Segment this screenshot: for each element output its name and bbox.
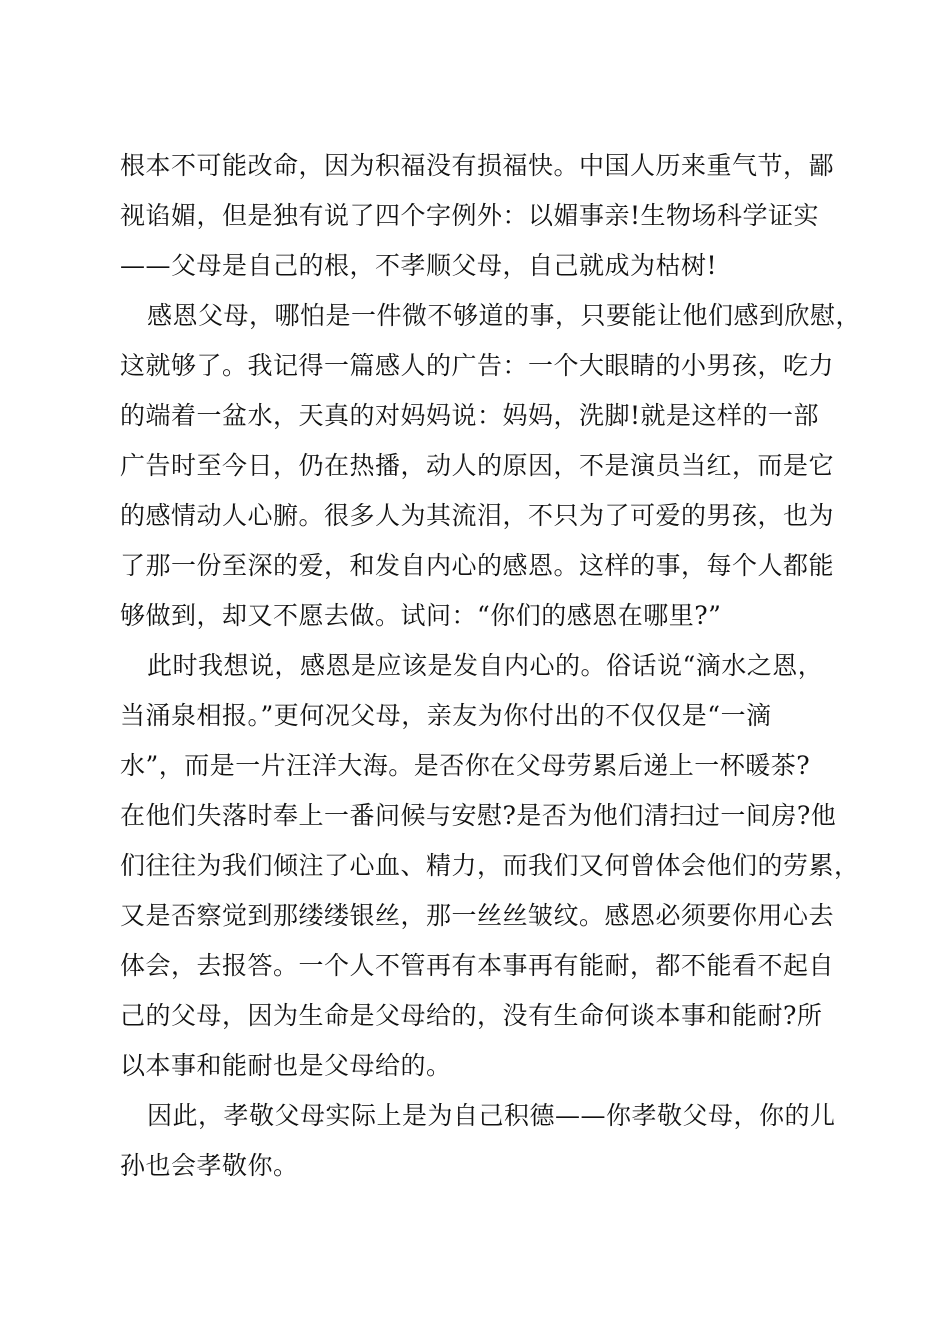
- text-line: 们往往为我们倾注了心血、精力，而我们又何曾体会他们的劳累，: [120, 851, 860, 880]
- text-line: 己的父母，因为生命是父母给的，没有生命何谈本事和能耐?所: [120, 1001, 823, 1030]
- text-line: 以本事和能耐也是父母给的。: [120, 1051, 452, 1080]
- text-line: 了那一份至深的爱，和发自内心的感恩。这样的事，每个人都能: [120, 551, 835, 580]
- text-line: 又是否察觉到那缕缕银丝，那一丝丝皱纹。感恩必须要你用心去: [120, 901, 835, 930]
- text-line: 这就够了。我记得一篇感人的广告：一个大眼睛的小男孩，吃力: [120, 351, 835, 380]
- text-line: 孙也会孝敬你。: [120, 1151, 299, 1180]
- paragraph-3: [120, 641, 860, 1091]
- text-line: 的感情动人心腑。很多人为其流泪，不只为了可爱的男孩，也为: [120, 501, 835, 530]
- paragraph-1: [120, 141, 840, 291]
- text-line: 水”，而是一片汪洋大海。是否你在父母劳累后递上一杯暖茶?: [120, 751, 811, 780]
- document-body: [120, 141, 862, 1191]
- text-line: 视谄媚，但是独有说了四个字例外：以媚事亲!生物场科学证实: [120, 201, 820, 230]
- text-line: 因此，孝敬父母实际上是为自己积德——你孝敬父母，你的儿: [147, 1101, 836, 1130]
- text-line: 根本不可能改命，因为积福没有损福快。中国人历来重气节，鄙: [120, 151, 835, 180]
- text-line: 的端着一盆水，天真的对妈妈说：妈妈，洗脚!就是这样的一部: [120, 401, 820, 430]
- text-line: 感恩父母，哪怕是一件微不够道的事，只要能让他们感到欣慰，: [147, 301, 862, 330]
- text-line: 此时我想说，感恩是应该是发自内心的。俗话说“滴水之恩，: [147, 651, 824, 680]
- text-line: 广告时至今日，仍在热播，动人的原因，不是演员当红，而是它: [120, 451, 835, 480]
- text-line: ——父母是自己的根，不孝顺父母，自己就成为枯树!: [120, 251, 718, 280]
- text-line: 当涌泉相报。”更何况父母，亲友为你付出的不仅仅是“一滴: [120, 701, 772, 730]
- text-line: 体会，去报答。一个人不管再有本事再有能耐，都不能看不起自: [120, 951, 835, 980]
- text-line: 在他们失落时奉上一番问候与安慰?是否为他们清扫过一间房?他: [120, 801, 837, 830]
- paragraph-2: [120, 291, 862, 641]
- paragraph-4: [120, 1091, 840, 1191]
- text-line: 够做到，却又不愿去做。试问：“你们的感恩在哪里?”: [120, 601, 722, 630]
